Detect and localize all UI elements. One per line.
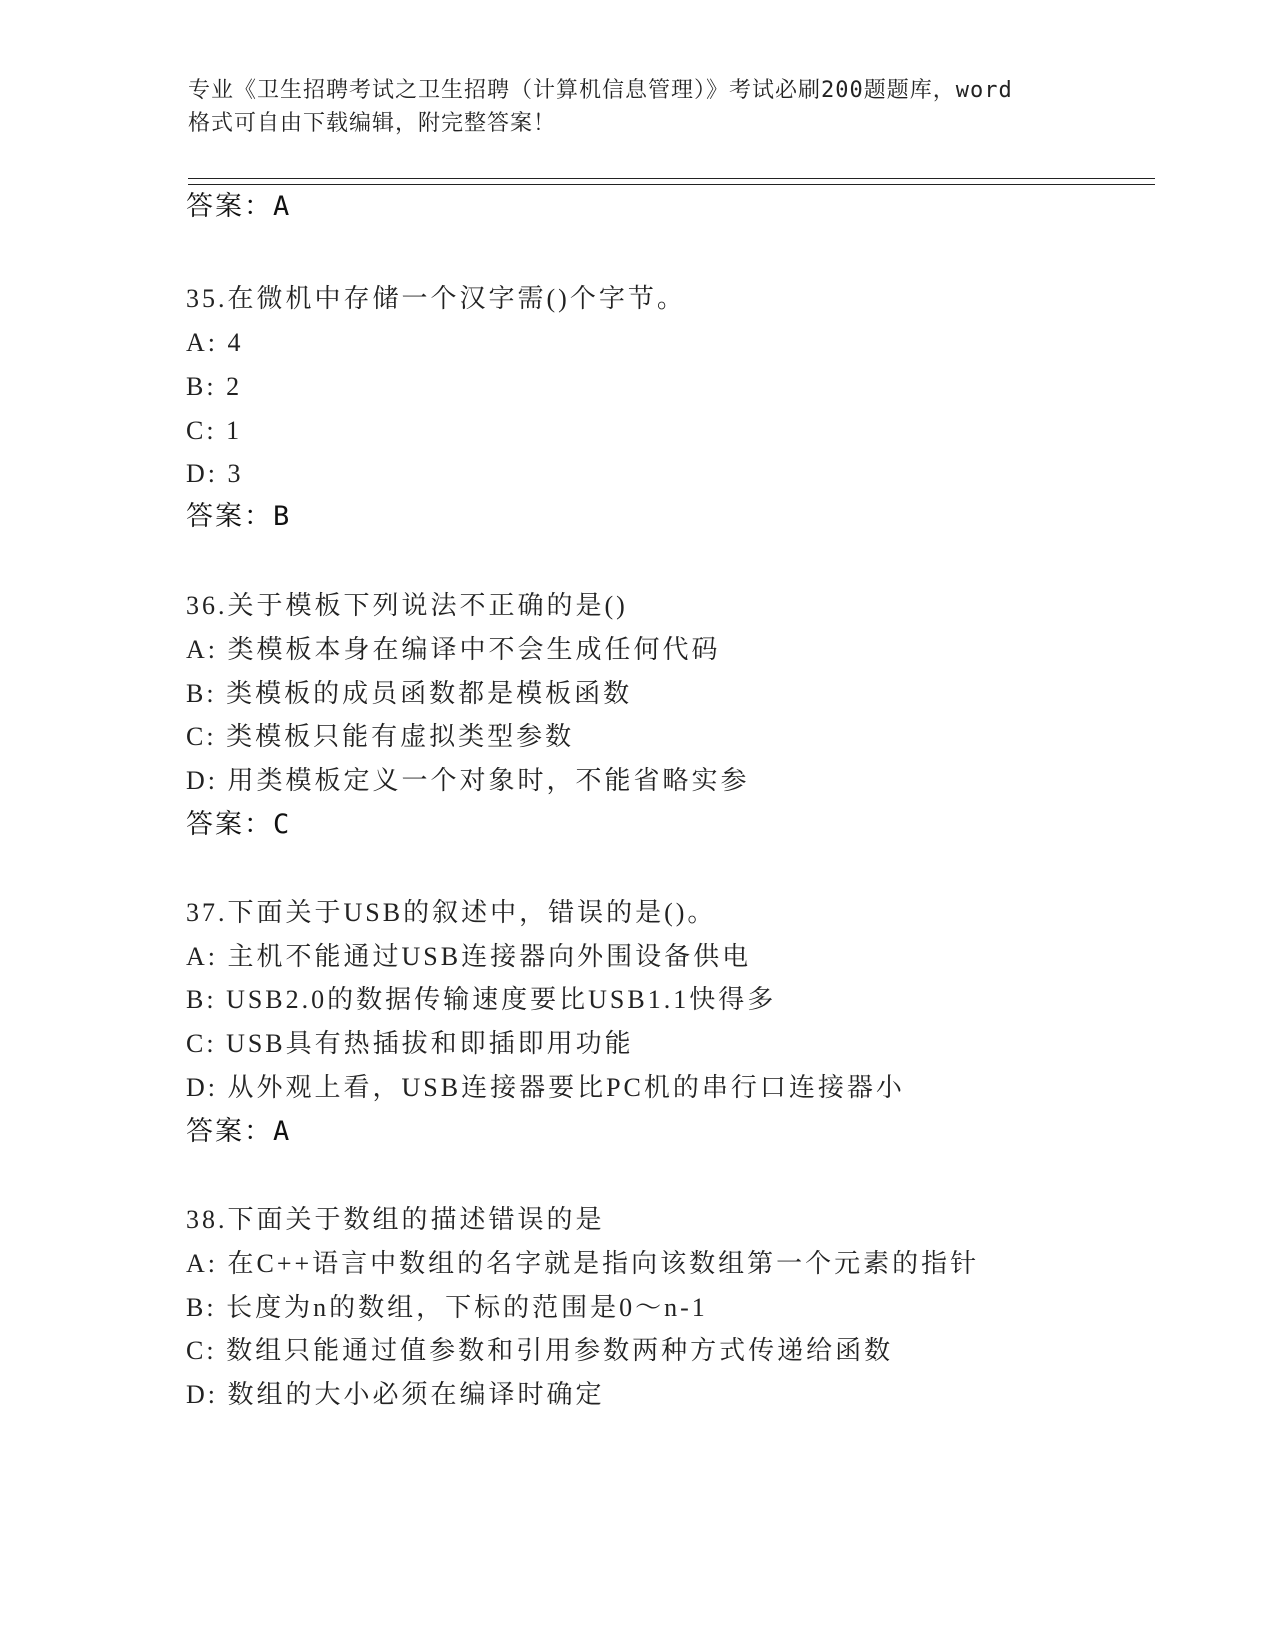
question-37-option-c: C: USB具有热插拔和即插即用功能 bbox=[186, 1029, 634, 1058]
question-35-option-b: B: 2 bbox=[186, 372, 243, 401]
question-35-answer: 答案：B bbox=[186, 501, 292, 532]
question-35-option-d: D: 3 bbox=[186, 459, 244, 488]
header-rule-bottom bbox=[188, 184, 1155, 185]
question-35-option-c: C: 1 bbox=[186, 416, 243, 445]
question-37-answer: 答案：A bbox=[186, 1116, 292, 1147]
header-rule-top bbox=[188, 178, 1155, 179]
document-header bbox=[188, 74, 1088, 140]
question-36-option-a: A: 类模板本身在编译中不会生成任何代码 bbox=[186, 635, 721, 664]
question-38-option-c: C: 数组只能通过值参数和引用参数两种方式传递给函数 bbox=[186, 1336, 894, 1365]
question-36-stem: 36.关于模板下列说法不正确的是() bbox=[186, 591, 628, 620]
question-38-stem: 38.下面关于数组的描述错误的是 bbox=[186, 1205, 605, 1234]
header-line-2: 格式可自由下载编辑，附完整答案！ bbox=[188, 111, 557, 136]
header-line-1: 专业《卫生招聘考试之卫生招聘（计算机信息管理）》考试必刷200题题库，word bbox=[188, 78, 1013, 103]
question-38-option-a: A: 在C++语言中数组的名字就是指向该数组第一个元素的指针 bbox=[186, 1249, 980, 1278]
question-36-option-b: B: 类模板的成员函数都是模板函数 bbox=[186, 679, 633, 708]
question-37-option-a: A: 主机不能通过USB连接器向外围设备供电 bbox=[186, 942, 752, 971]
question-35-option-a: A: 4 bbox=[186, 328, 244, 357]
question-36-option-c: C: 类模板只能有虚拟类型参数 bbox=[186, 722, 575, 751]
question-37-stem: 37.下面关于USB的叙述中，错误的是()。 bbox=[186, 898, 717, 927]
question-36-answer: 答案：C bbox=[186, 809, 292, 840]
answer-prev: 答案：A bbox=[186, 191, 292, 222]
question-37-option-b: B: USB2.0的数据传输速度要比USB1.1快得多 bbox=[186, 985, 777, 1014]
question-37-option-d: D: 从外观上看，USB连接器要比PC机的串行口连接器小 bbox=[186, 1073, 905, 1102]
question-38-option-d: D: 数组的大小必须在编译时确定 bbox=[186, 1380, 605, 1409]
question-36-option-d: D: 用类模板定义一个对象时，不能省略实参 bbox=[186, 766, 750, 795]
question-35-stem: 35.在微机中存储一个汉字需()个字节。 bbox=[186, 284, 686, 313]
question-38-option-b: B: 长度为n的数组，下标的范围是0～n-1 bbox=[186, 1293, 708, 1322]
